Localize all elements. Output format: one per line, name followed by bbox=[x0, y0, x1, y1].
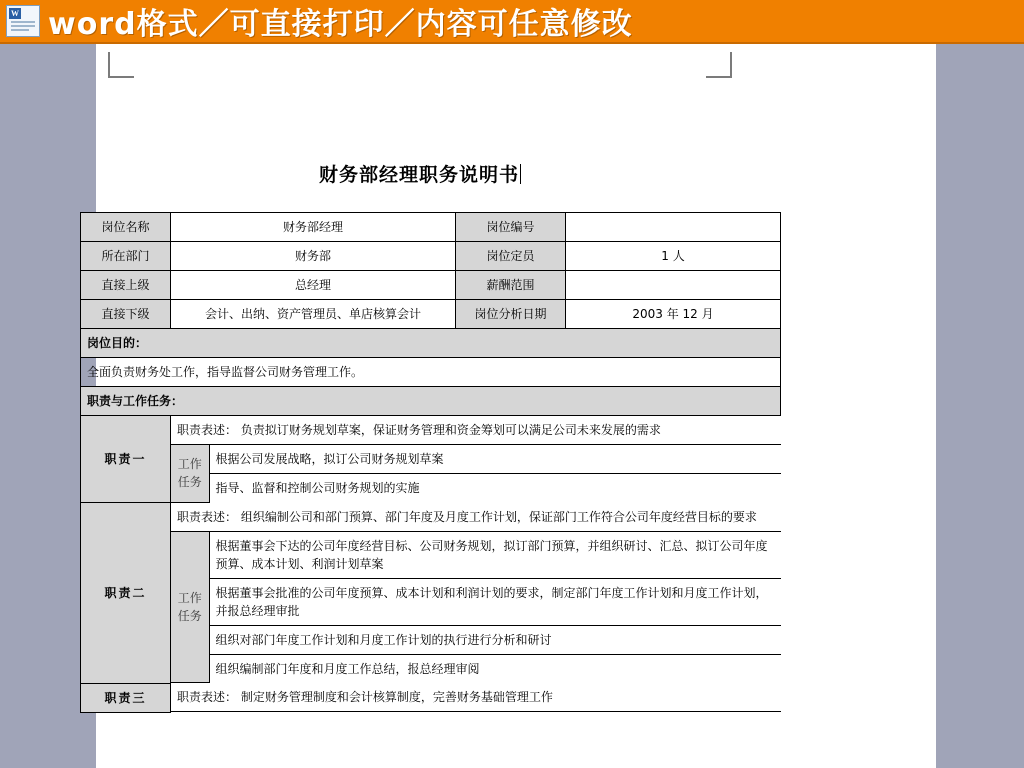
field-value: 财务部经理 bbox=[171, 213, 456, 242]
field-label: 岗位编号 bbox=[456, 213, 566, 242]
page-title-text: 财务部经理职务说明书 bbox=[318, 164, 519, 186]
duty-block bbox=[81, 503, 781, 684]
table-row bbox=[81, 387, 781, 416]
duty-tasks-label: 工作任务 bbox=[171, 531, 209, 683]
field-label: 所在部门 bbox=[81, 242, 171, 271]
duty-detail-table bbox=[171, 503, 781, 684]
field-value bbox=[566, 213, 781, 242]
duty-statement-text: 负责拟订财务规划草案，保证财务管理和资金筹划可以满足公司未来发展的需求 bbox=[240, 423, 661, 437]
page-title bbox=[0, 160, 840, 187]
banner-text: word格式／可直接打印／内容可任意修改 bbox=[48, 7, 633, 42]
duty-tasks-label: 工作任务 bbox=[171, 445, 209, 503]
document-content bbox=[80, 212, 780, 713]
duty-content bbox=[171, 503, 781, 684]
duty-block bbox=[81, 416, 781, 503]
section-heading-duties: 职责与工作任务： bbox=[81, 387, 781, 416]
table-row bbox=[81, 213, 781, 242]
duty-content bbox=[171, 416, 781, 503]
duty-detail-table bbox=[171, 683, 781, 712]
duty-block bbox=[81, 683, 781, 712]
field-value: 财务部 bbox=[171, 242, 456, 271]
duty-statement-text: 组织编制公司和部门预算、部门年度及月度工作计划，保证部门工作符合公司年度经营目标的要求 bbox=[240, 509, 757, 524]
table-row bbox=[171, 445, 781, 474]
duty-label-text: 职责二 bbox=[104, 585, 147, 600]
crop-mark-top-left bbox=[108, 52, 134, 78]
section-heading-purpose: 岗位目的： bbox=[81, 329, 781, 358]
field-label: 岗位定员 bbox=[456, 242, 566, 271]
text-cursor bbox=[520, 164, 521, 184]
table-row bbox=[81, 271, 781, 300]
duty-statement-label: 职责表述： bbox=[177, 690, 238, 704]
field-label: 岗位名称 bbox=[81, 213, 171, 242]
word-icon-line bbox=[11, 21, 35, 23]
field-value: 总经理 bbox=[171, 271, 456, 300]
table-row bbox=[81, 358, 781, 387]
word-icon-line bbox=[11, 29, 29, 31]
duty-label-text: 职责一 bbox=[104, 452, 147, 466]
duty-content bbox=[171, 683, 781, 712]
duty-label bbox=[81, 683, 171, 712]
field-value: 会计、出纳、资产管理员、单店核算会计 bbox=[171, 300, 456, 329]
table-row bbox=[81, 300, 781, 329]
field-label: 岗位分析日期 bbox=[456, 300, 566, 329]
table-row bbox=[171, 654, 781, 683]
table-row bbox=[171, 474, 781, 503]
duty-statement bbox=[171, 503, 781, 532]
duty-statement-label: 职责表述： bbox=[177, 423, 238, 437]
duty-statement bbox=[171, 683, 781, 712]
duty-label bbox=[81, 416, 171, 503]
word-icon-badge: W bbox=[11, 9, 19, 18]
field-value: 2003 年 12 月 bbox=[566, 300, 781, 329]
promo-banner bbox=[0, 0, 1024, 44]
duty-task-item: 根据公司发展战略，拟订公司财务规划草案 bbox=[209, 445, 781, 474]
duty-task-item: 组织编制部门年度和月度工作总结，报总经理审阅 bbox=[209, 654, 781, 683]
field-label: 直接下级 bbox=[81, 300, 171, 329]
duty-statement bbox=[171, 416, 781, 445]
table-row bbox=[81, 329, 781, 358]
table-row bbox=[171, 416, 781, 445]
table-row bbox=[171, 503, 781, 532]
table-row bbox=[171, 578, 781, 625]
duty-label bbox=[81, 503, 171, 684]
duty-task-item: 根据董事会批准的公司年度预算、成本计划和利润计划的要求，制定部门年度工作计划和月度工作计划，并报总经理审批 bbox=[209, 578, 781, 625]
table-row bbox=[171, 625, 781, 654]
table-row bbox=[171, 531, 781, 578]
duty-task-item: 组织对部门年度工作计划和月度工作计划的执行进行分析和研讨 bbox=[209, 625, 781, 654]
duty-task-item: 根据董事会下达的公司年度经营目标、公司财务规划，拟订部门预算，并组织研讨、汇总、拟订公司年度预算、成本计划、利润计划草案 bbox=[209, 531, 781, 578]
field-label: 薪酬范围 bbox=[456, 271, 566, 300]
duty-label-text: 职责三 bbox=[104, 690, 147, 705]
field-value bbox=[566, 271, 781, 300]
duty-statement-text: 制定财务管理制度和会计核算制度，完善财务基础管理工作 bbox=[240, 690, 553, 704]
word-icon-line bbox=[11, 25, 35, 27]
duty-detail-table bbox=[171, 416, 781, 503]
duty-statement-label: 职责表述： bbox=[177, 509, 238, 524]
table-row bbox=[81, 242, 781, 271]
field-value: 1 人 bbox=[566, 242, 781, 271]
section-purpose-text: 全面负责财务处工作，指导监督公司财务管理工作。 bbox=[81, 358, 781, 387]
job-description-table bbox=[80, 212, 781, 713]
word-document-icon bbox=[6, 5, 40, 37]
duty-task-item: 指导、监督和控制公司财务规划的实施 bbox=[209, 474, 781, 503]
crop-mark-top-right bbox=[706, 52, 732, 78]
table-row bbox=[171, 683, 781, 712]
field-label: 直接上级 bbox=[81, 271, 171, 300]
